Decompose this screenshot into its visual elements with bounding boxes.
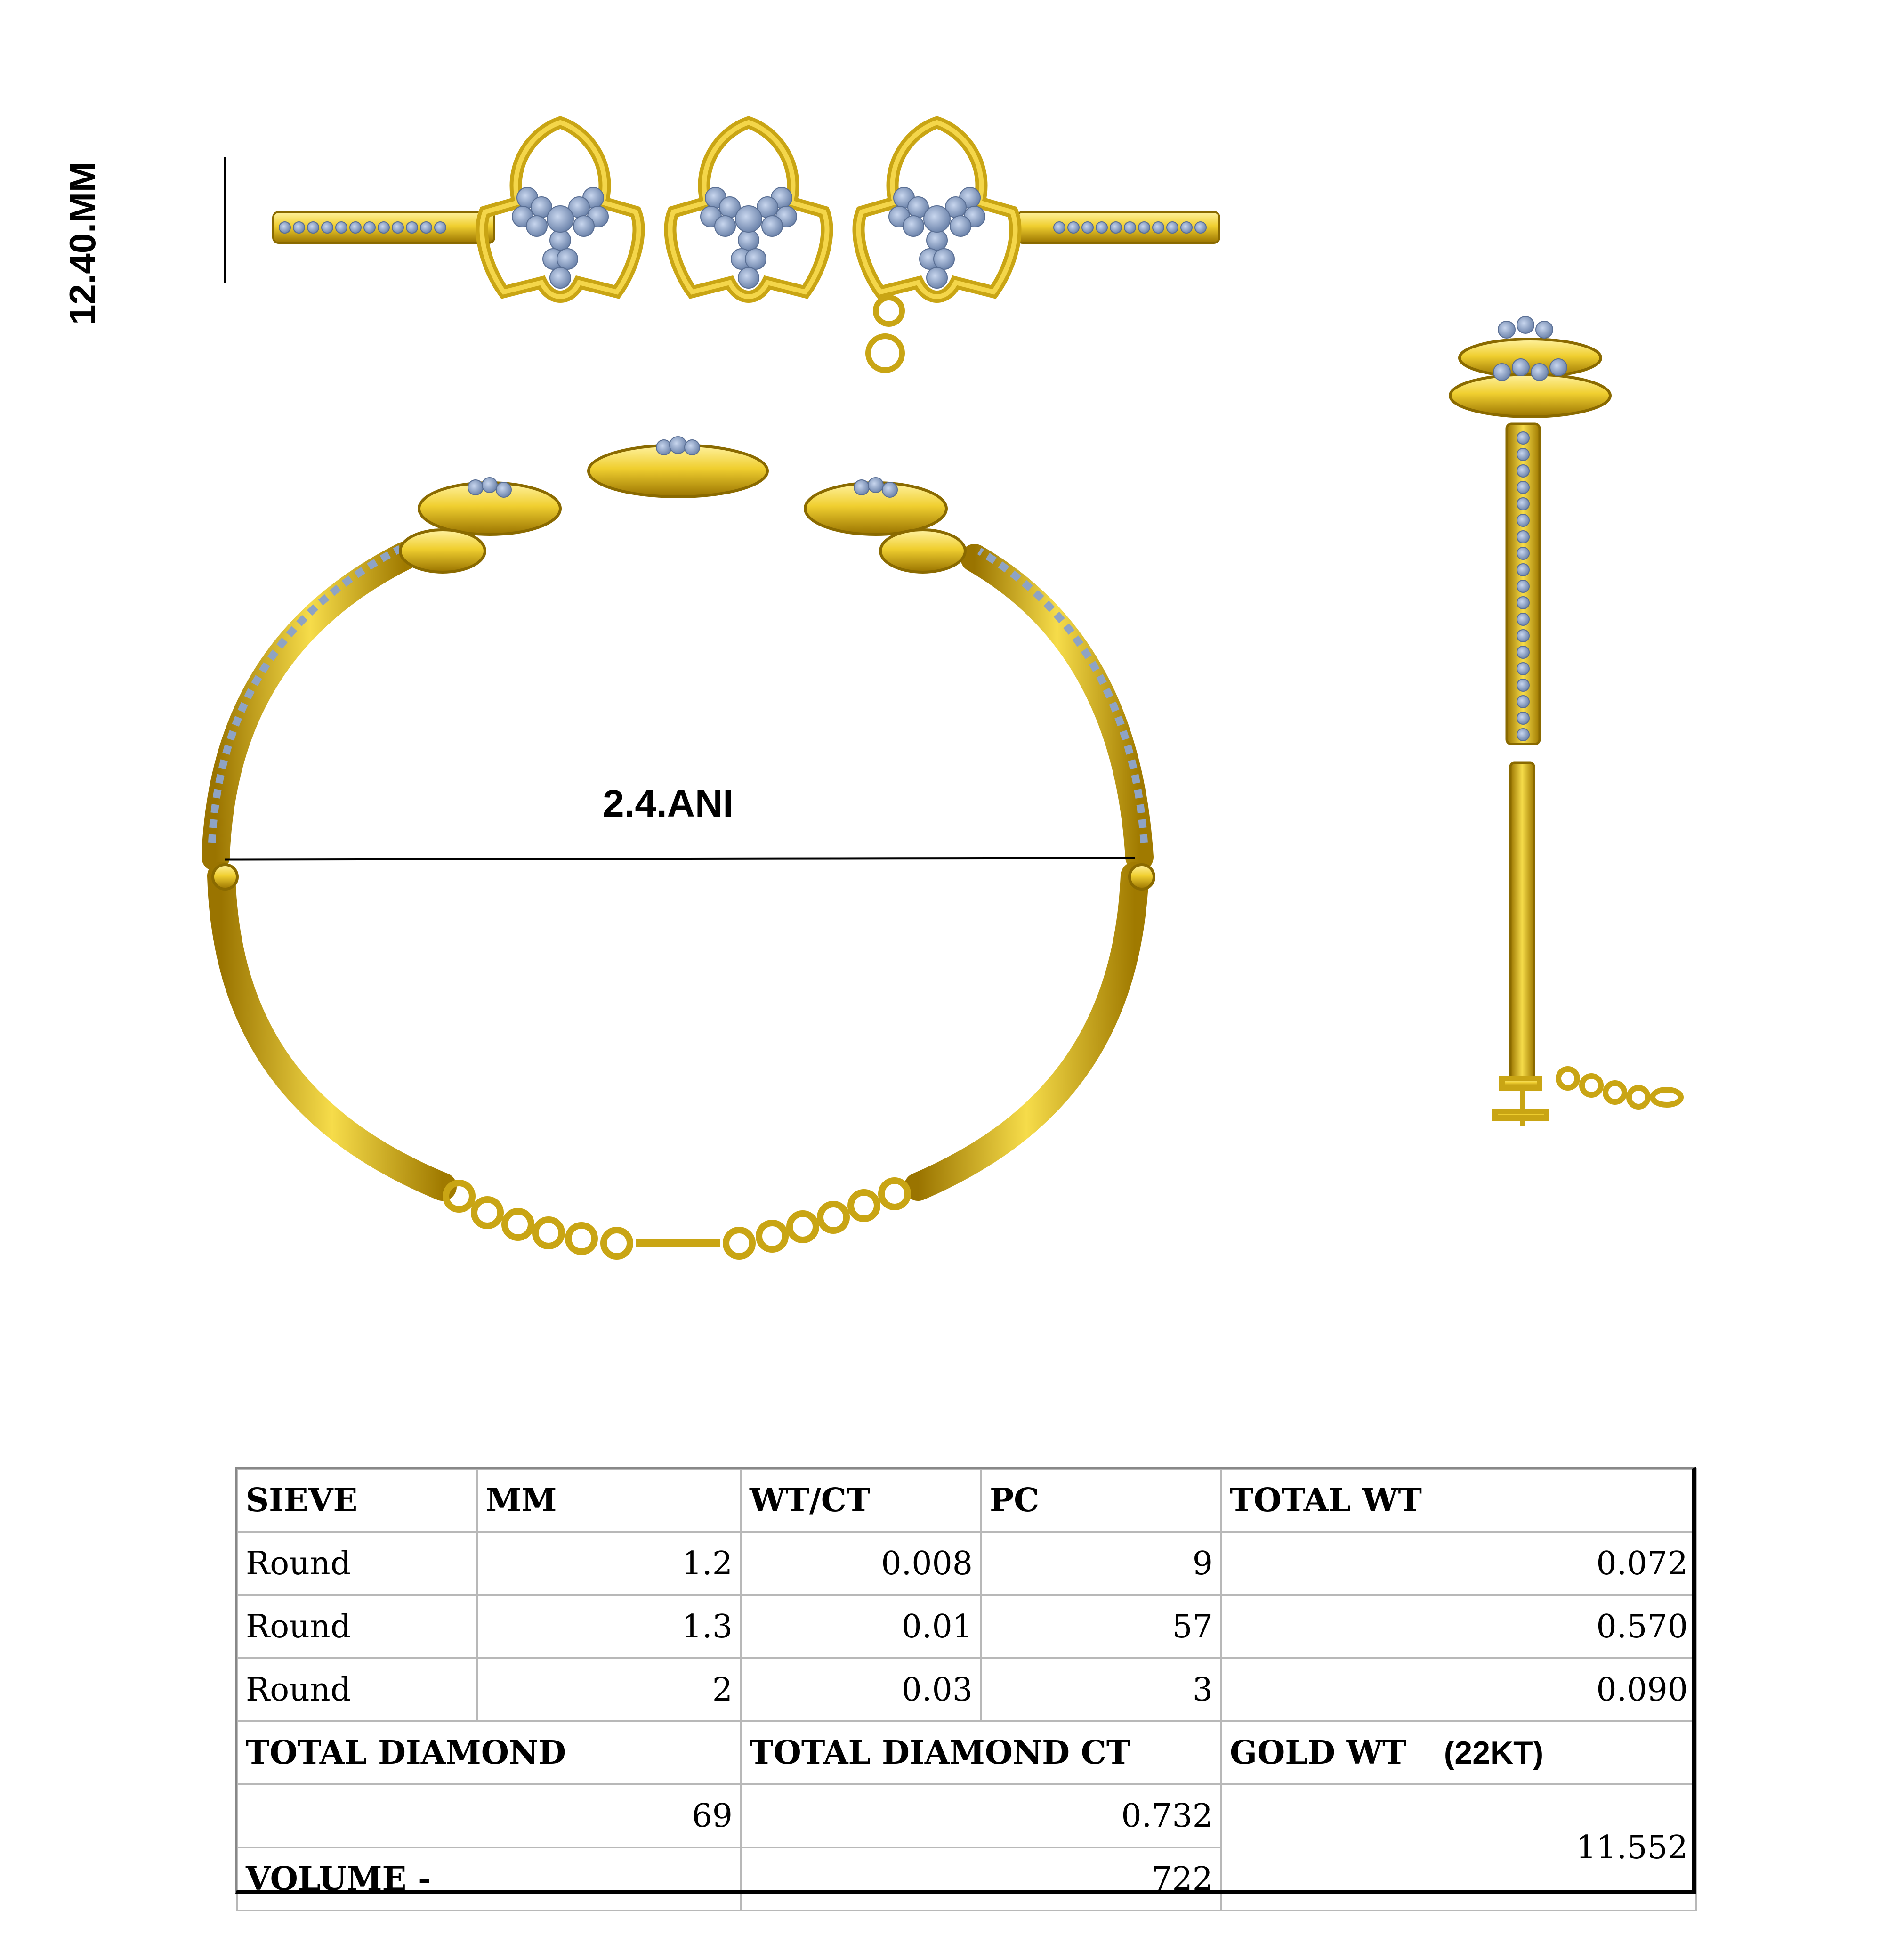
volume-value: 722 — [741, 1847, 1221, 1911]
top-dangle-ring — [868, 298, 902, 370]
row-total-wt: 0.090 — [1221, 1658, 1696, 1721]
header-wt-ct: WT/CT — [741, 1469, 981, 1532]
front-lower-left-arc — [221, 876, 443, 1187]
row-wt-ct: 0.03 — [741, 1658, 981, 1721]
row-sieve: Round — [237, 1532, 477, 1595]
gold-wt-label: GOLD WT — [1230, 1734, 1406, 1772]
row-total-wt: 0.570 — [1221, 1595, 1696, 1658]
side-lower-bar — [1510, 763, 1534, 1083]
spec-table — [236, 1468, 1697, 1911]
front-flower-cluster — [400, 437, 965, 572]
total-diamond-value: 69 — [237, 1784, 741, 1847]
diameter-dimension-line — [225, 858, 1135, 859]
row-pc: 57 — [981, 1595, 1221, 1658]
row-sieve: Round — [237, 1658, 477, 1721]
row-sieve: Round — [237, 1595, 477, 1658]
top-flower-motif-left — [482, 122, 639, 297]
front-chain — [446, 1181, 908, 1256]
total-diamond-ct-value: 0.732 — [741, 1784, 1221, 1847]
table-row — [237, 1595, 1696, 1658]
front-view — [212, 437, 1154, 1256]
row-wt-ct: 0.008 — [741, 1532, 981, 1595]
total-diamond-label: TOTAL DIAMOND — [237, 1721, 741, 1784]
top-view — [225, 122, 1219, 370]
left-hinge — [213, 865, 237, 889]
gold-wt-label-cell — [1221, 1721, 1696, 1784]
height-dimension-label: 12.40.MM — [62, 162, 103, 325]
summary-value-row — [237, 1784, 1696, 1847]
top-flower-motif-right — [859, 122, 1016, 297]
table-row — [237, 1532, 1696, 1595]
row-total-wt: 0.072 — [1221, 1532, 1696, 1595]
row-mm: 1.3 — [477, 1595, 741, 1658]
side-chain — [1495, 1069, 1681, 1126]
header-sieve: SIEVE — [237, 1469, 477, 1532]
header-pc: PC — [981, 1469, 1221, 1532]
volume-label: VOLUME - — [237, 1847, 741, 1911]
row-mm: 1.2 — [477, 1532, 741, 1595]
gold-kt-label: (22KT) — [1444, 1735, 1544, 1771]
table-header-row — [237, 1469, 1696, 1532]
right-hinge — [1130, 865, 1154, 889]
diameter-dimension-label: 2.4.ANI — [603, 782, 734, 825]
row-pc: 3 — [981, 1658, 1221, 1721]
side-view — [1450, 316, 1681, 1126]
gold-wt-value: 11.552 — [1221, 1784, 1696, 1911]
row-mm: 2 — [477, 1658, 741, 1721]
total-diamond-ct-label: TOTAL DIAMOND CT — [741, 1721, 1221, 1784]
table-row — [237, 1658, 1696, 1721]
summary-header-row — [237, 1721, 1696, 1784]
side-flower-top — [1450, 316, 1610, 417]
top-flower-motif-center — [670, 122, 827, 297]
front-lower-right-arc — [918, 876, 1135, 1187]
header-total-wt: TOTAL WT — [1221, 1469, 1696, 1532]
row-pc: 9 — [981, 1532, 1221, 1595]
row-wt-ct: 0.01 — [741, 1595, 981, 1658]
top-right-bar-stones — [1054, 222, 1206, 233]
header-mm: MM — [477, 1469, 741, 1532]
